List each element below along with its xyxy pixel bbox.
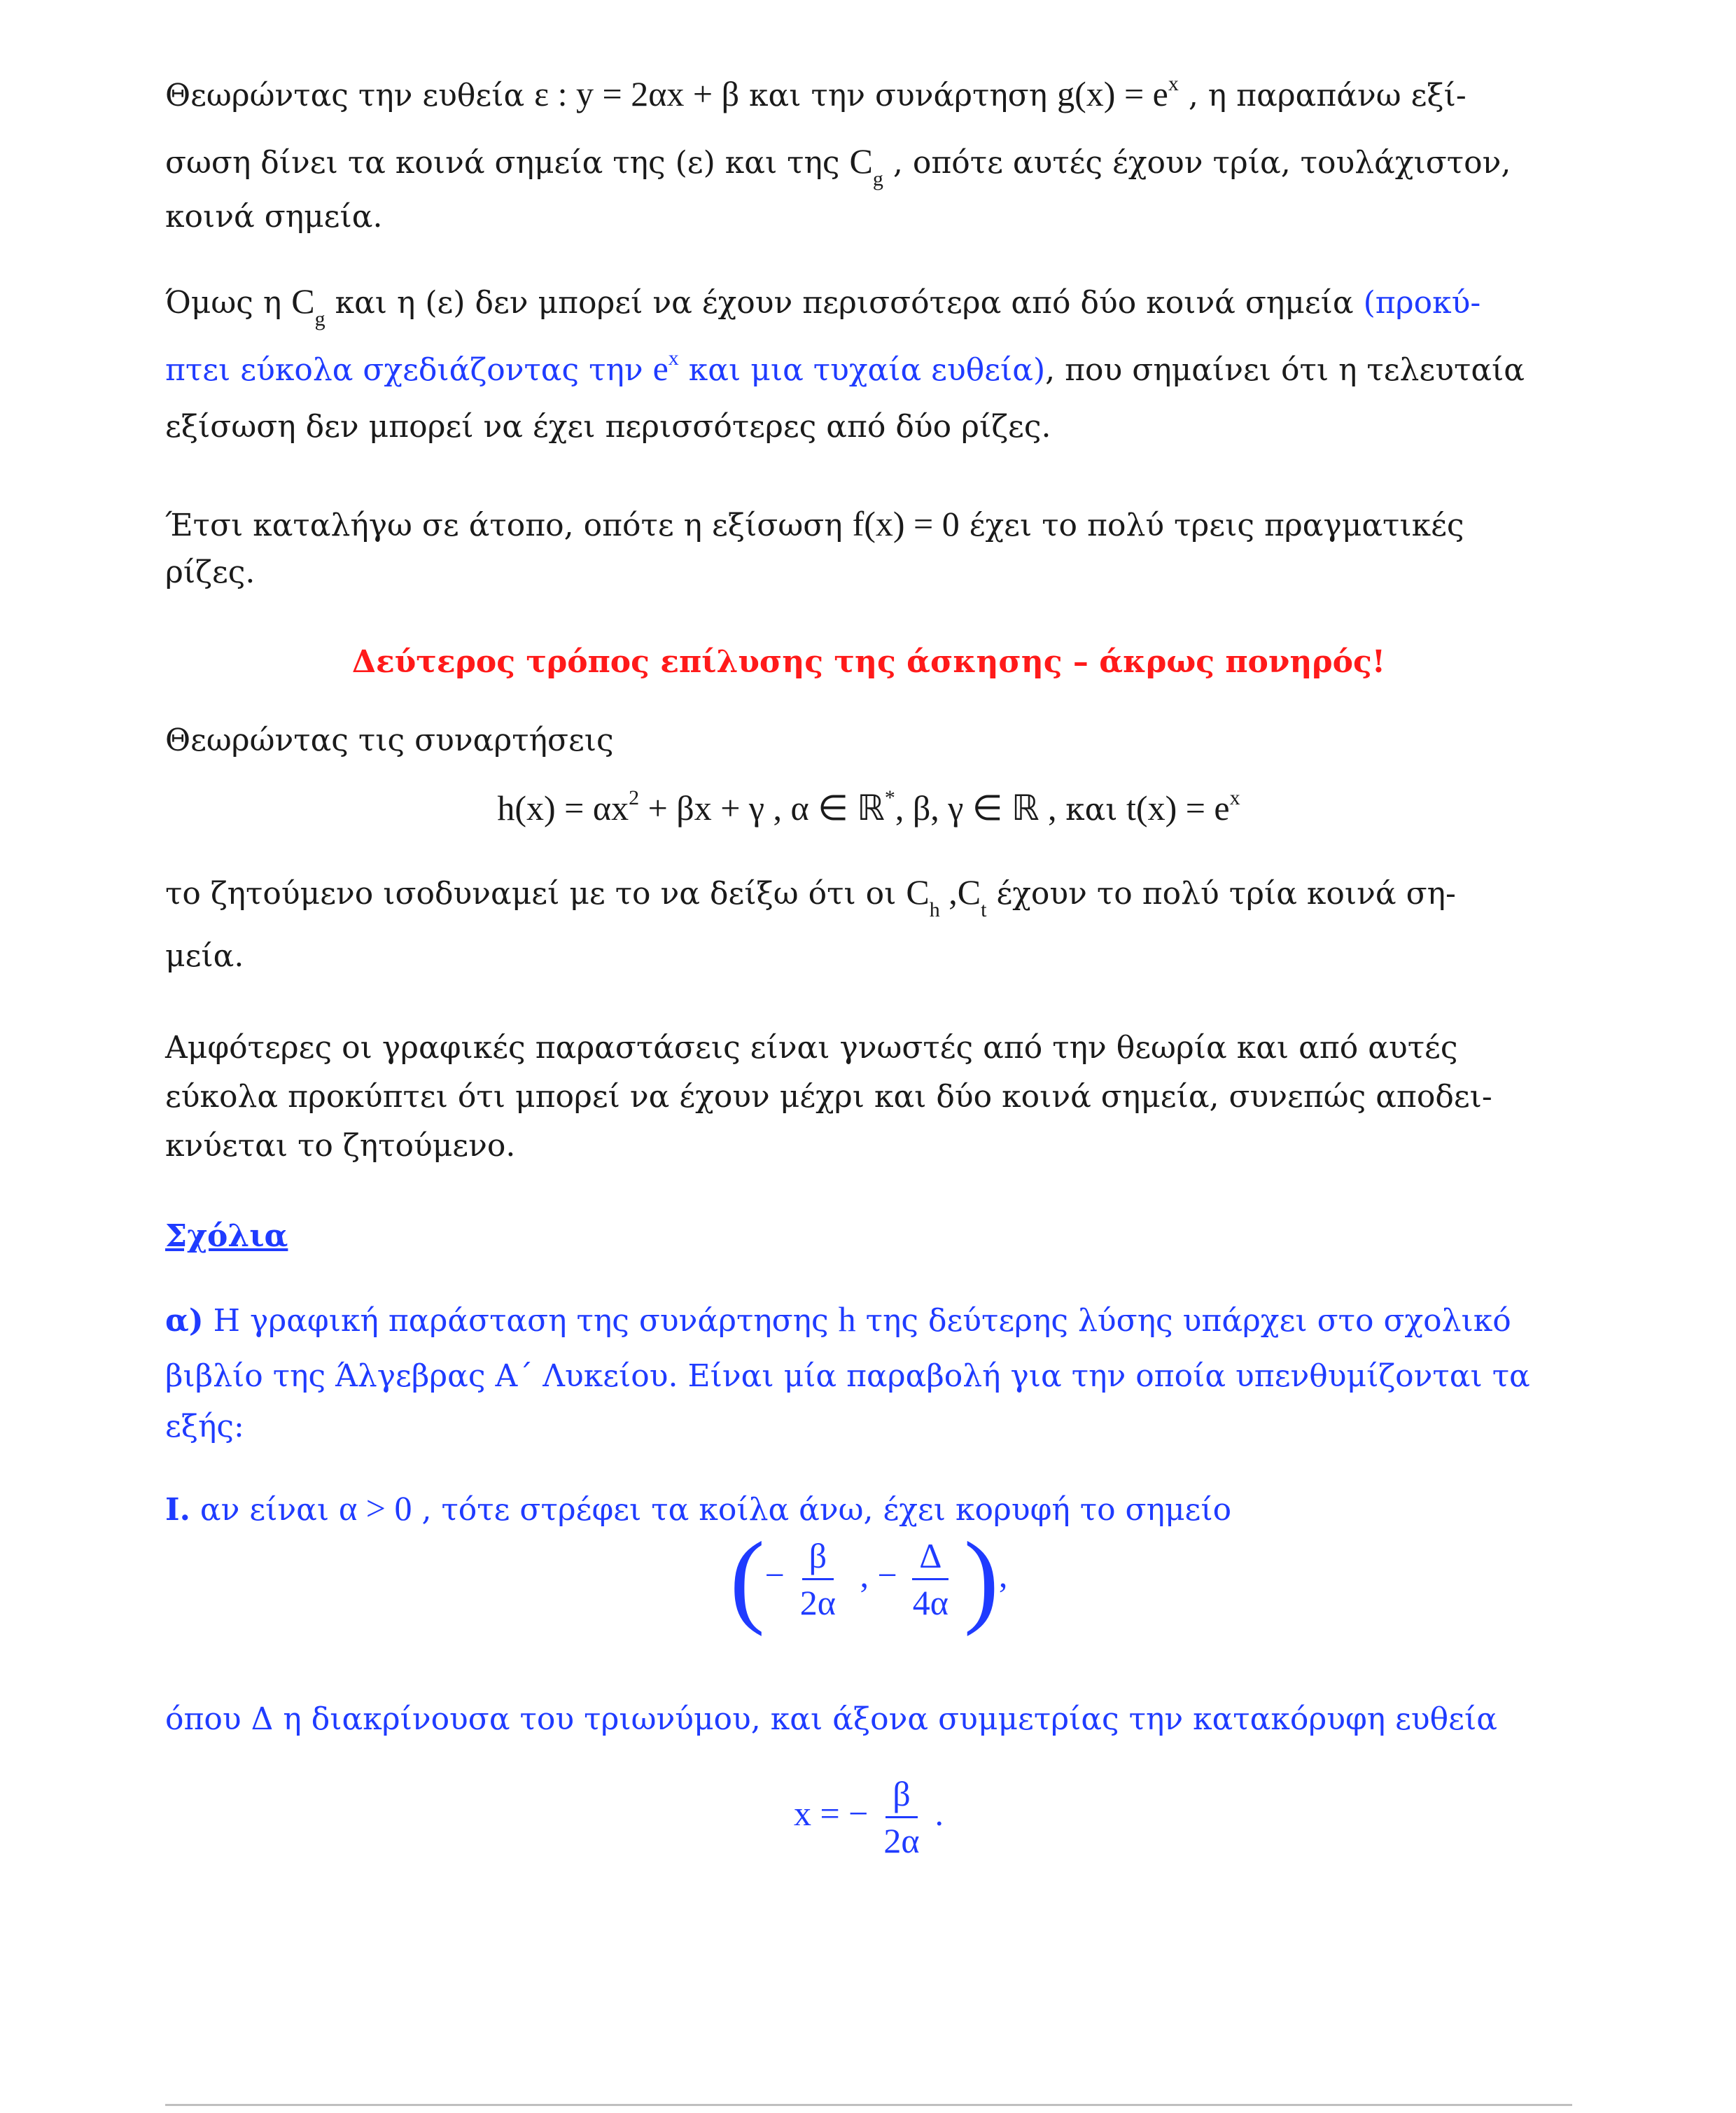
text: της δεύτερης λύσης υπάρχει στο σχολικό [855,1303,1511,1339]
paragraph-5-line-2 [165,926,244,987]
blue-note: και μια τυχαία ευθεία) [678,352,1046,388]
comment-alpha [165,1288,1572,1352]
paragraph-1-line-3 [165,186,382,248]
text: εύκολα προκύπτει ότι μπορεί να έχουν μέχρι και δύο κοινά σημεία, συνεπώς αποδει- [165,1079,1492,1115]
math-curve: C [849,141,873,181]
math: , [939,872,958,912]
left-paren: ( [729,1521,765,1637]
text: το ζητούμενο ισοδυναμεί με το να δείξω ότι οι [165,876,906,912]
math-curve: C [957,872,981,912]
superscript: * [884,786,895,809]
math: + βx + γ , α ∈ ℝ [639,788,885,828]
superscript: x [1168,72,1179,95]
math-curve: C [906,872,930,912]
numerator: β [802,1533,834,1580]
text: βιβλίο της Άλγεβρας Α΄ Λυκείου. Είναι μία παραβολή για την οποία υπενθυμίζονται τα [165,1358,1530,1394]
math-equation: f(x) = 0 [852,504,960,543]
numerator: β [886,1771,917,1818]
paragraph-6-line-2 [165,1071,1572,1123]
text: , η παραπάνω εξί- [1178,78,1466,113]
right-paren: ) [963,1521,999,1637]
paragraph-3 [165,493,1572,557]
fraction [876,1771,926,1863]
text: σωση δίνει τα κοινά σημεία της (ε) και της [165,145,850,181]
paragraph-1 [165,63,1572,130]
comment-alpha-line-2 [165,1346,1572,1407]
math-line-equation: ε : y = 2αx + β [534,74,740,113]
item-label: α) [165,1303,204,1339]
paragraph-3-line-2 [165,542,255,604]
math: − [877,1555,897,1595]
text: εξής: [165,1409,244,1444]
paragraph-5 [165,861,1572,928]
text: κνύεται το ζητούμενο. [165,1128,516,1164]
section-heading: Δεύτερος τρόπος επίλυσης της άσκησης – άκρως πονηρός! [351,644,1386,680]
text: και [1065,792,1118,828]
fraction [793,1533,843,1625]
denominator: 4α [912,1582,948,1622]
math-exp: e [652,349,668,388]
paragraph-6 [165,1022,1572,1074]
item-label: Ι. [165,1492,190,1528]
math-condition: α > 0 [339,1488,412,1528]
text: μεία. [165,938,244,974]
axis-formula [165,1771,1572,1863]
paragraph-2-line-2 [165,337,1572,405]
math-curve: C [291,281,315,321]
formula-functions [165,777,1572,844]
text: , οπότε αυτές έχουν τρία, τουλάχιστον, [883,145,1511,181]
fraction [906,1533,955,1625]
text: και την συνάρτηση [739,78,1058,113]
paragraph-9: όπου Δ η διακρίνουσα του τριωνύμου, και άξονα συμμετρίας την κατακόρυφη ευθεία [165,1701,1497,1737]
subscript: t [981,898,987,921]
text: έχει το πολύ τρεις πραγματικές [959,508,1464,543]
text: Αμφότερες οι γραφικές παραστάσεις είναι γνωστές από την θεωρία και από αυτές [165,1030,1458,1066]
math: − [764,1555,785,1595]
comments-title: Σχόλια [165,1218,288,1254]
math: , β, γ ∈ ℝ , [895,788,1066,828]
superscript: x [1229,786,1240,809]
subscript: g [872,167,883,190]
blue-note: πτει εύκολα σχεδιάζοντας την [165,352,653,388]
superscript: x [668,347,679,370]
vertex-formula [165,1521,1572,1652]
text: αν είναι [190,1492,340,1528]
blue-note: (προκύ- [1363,285,1481,321]
math: h [838,1299,856,1339]
math: . [934,1794,944,1833]
subscript: h [929,898,940,921]
math: x = − [793,1794,869,1833]
footer-divider [165,2104,1572,2106]
numerator: Δ [912,1533,948,1580]
text: έχουν το πολύ τρία κοινά ση- [986,876,1456,912]
text: εξίσωση δεν μπορεί να έχει περισσότερες από δύο ρίζες. [165,409,1051,445]
paragraph-2-line-3 [165,396,1051,458]
text: Η γραφική παράσταση της συνάρτησης [203,1303,839,1339]
math: t(x) = e [1117,788,1230,828]
paragraph-6-line-3 [165,1120,515,1172]
math: , [998,1555,1008,1595]
paragraph-2 [165,270,1572,337]
denominator: 2α [799,1582,836,1622]
text: Έτσι καταλήγω σε άτοπο, οπότε η εξίσωση [165,508,853,543]
math-g-definition: g(x) = e [1057,74,1168,113]
subscript: g [314,307,326,330]
text: ρίζες. [165,555,255,590]
paragraph-4: Θεωρώντας τις συναρτήσεις [165,723,614,758]
math: h(x) = αx [497,788,629,828]
text: , τότε στρέφει τα κοίλα άνω, έχει κορυφή το σημείο [412,1492,1232,1528]
denominator: 2α [883,1821,920,1860]
text: , που σημαίνει ότι η τελευταία [1045,352,1525,388]
comment-alpha-line-3 [165,1396,244,1458]
text: και η (ε) δεν μπορεί να έχουν περισσότερα από δύο κοινά σημεία [325,285,1364,321]
superscript: 2 [629,786,640,809]
text: Όμως η [165,285,292,321]
text: κοινά σημεία. [165,199,383,235]
text: Θεωρώντας την ευθεία [165,78,535,113]
math: , [851,1555,878,1595]
